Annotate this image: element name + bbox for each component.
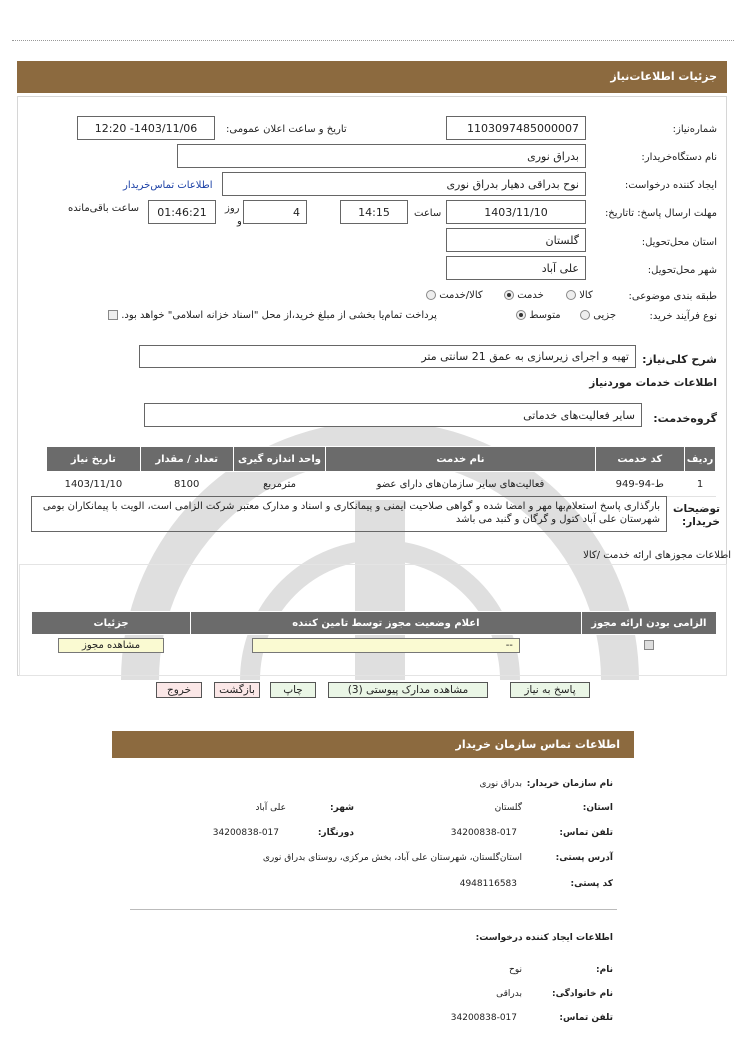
radio-icon[interactable] (580, 310, 590, 320)
deadline-time-field: 14:15 (340, 200, 408, 224)
col-service-code: کد خدمت (595, 447, 685, 472)
license-required-cell (581, 635, 716, 656)
license-status-field: -- (252, 638, 520, 653)
creator-label: ایجاد کننده درخواست: (624, 180, 717, 191)
contact-fax-value: 34200838-017 (212, 828, 279, 838)
license-table (31, 611, 717, 655)
contact-phone-value: 34200838-017 (450, 828, 517, 838)
checkbox-checked-icon (644, 640, 654, 650)
treasury-note: پرداخت تمام‌یا بخشی از مبلغ خرید،از محل "اسناد خزانه اسلامی" خواهد بود. (121, 310, 437, 321)
cell-quantity: 8100 (140, 472, 233, 497)
cell-service-name: فعالیت‌های سایر سازمان‌های دارای عضو (326, 472, 595, 497)
col-license-details: جزئیات (32, 612, 191, 635)
section-header: جزئیات اطلاعات‌نیاز (17, 61, 727, 93)
category-label: طبقه بندی موضوعی: (628, 291, 717, 302)
table-row (47, 472, 716, 497)
creator-phone-value: 34200838-017 (450, 1013, 517, 1023)
city-label: شهر محل‌تحویل: (647, 265, 717, 276)
contact-phone-label: تلفن تماس: (559, 828, 613, 838)
category-option-both-label: کالا/خدمت (439, 290, 483, 301)
and-label: و (237, 216, 242, 227)
category-option-both[interactable] (426, 290, 483, 301)
category-option-goods[interactable] (566, 290, 593, 301)
process-option-minor-label: جزیی (593, 310, 617, 321)
description-field: بارگذاری پاسخ استعلام‌بها مهر و امضا شده و گواهی صلاحیت ایمنی و پیمانکاری و اسناد و مدارک معتبر شرکت الزامی است، الویت با پیمانکاران بومی شهرستان علی آباد کتول و گرگان و گنبد می باشد (31, 496, 667, 532)
category-option-service[interactable] (504, 290, 544, 301)
radio-icon[interactable] (566, 290, 576, 300)
org-name-value: بدراق نوری (479, 779, 522, 789)
address-value: استان‌گلستان، شهرستان علی آباد، بخش مرکزی، روستای بدراق نوری (262, 853, 522, 863)
deadline-label: مهلت ارسال پاسخ: تاتاریخ: (604, 208, 717, 219)
announce-field: 1403/11/06- 12:20 (77, 116, 215, 140)
contact-divider (130, 909, 617, 910)
days-label: روز (225, 203, 240, 214)
announce-label: تاریخ و ساعت اعلان عمومی: (226, 124, 347, 135)
services-table (46, 446, 716, 497)
province-label: استان محل‌تحویل: (641, 237, 717, 248)
last-name-value: بدراقی (496, 989, 522, 999)
last-name-label: نام خانوادگی: (551, 989, 613, 999)
col-service-name: نام خدمت (326, 447, 595, 472)
exit-button[interactable]: خروج (156, 682, 202, 698)
process-option-medium-label: متوسط (529, 310, 561, 321)
cell-unit: مترمربع (233, 472, 326, 497)
radio-selected-icon[interactable] (504, 290, 514, 300)
process-option-minor[interactable] (580, 310, 616, 321)
org-name-label: نام سازمان خریدار: (526, 779, 613, 789)
contact-province-value: گلستان (494, 803, 522, 813)
postal-label: کد پستی: (570, 879, 613, 889)
creator-phone-label: تلفن تماس: (559, 1013, 613, 1023)
contact-city-label: شهر: (330, 803, 354, 813)
need-number-label: شماره‌نیاز: (672, 124, 717, 135)
contact-city-value: علی آباد (255, 803, 286, 813)
deadline-date-field: 1403/11/10 (446, 200, 586, 224)
col-license-required: الزامی بودن ارائه مجوز (581, 612, 716, 635)
back-button[interactable]: بازگشت (214, 682, 260, 698)
print-button[interactable]: چاپ (270, 682, 316, 698)
contact-header: اطلاعات تماس سازمان خریدار (112, 731, 634, 758)
remaining-label: ساعت باقی‌مانده (68, 203, 140, 214)
cell-row: 1 (685, 472, 716, 497)
address-label: آدرس پستی: (555, 853, 613, 863)
license-details-cell (32, 635, 191, 656)
license-title: اطلاعات مجوزهای ارائه خدمت /کالا (583, 550, 731, 561)
view-license-button[interactable]: مشاهده مجوز (58, 638, 164, 653)
contact-fax-label: دورنگار: (317, 828, 354, 838)
col-quantity: تعداد / مقدار (140, 447, 233, 472)
treasury-option[interactable] (108, 310, 437, 321)
services-info-title: اطلاعات خدمات موردنیاز (589, 377, 717, 389)
col-need-date: تاریخ نیاز (47, 447, 141, 472)
top-divider (12, 40, 734, 41)
service-group-field: سایر فعالیت‌های خدماتی (144, 403, 642, 427)
buyer-org-field: بدراق نوری (177, 144, 586, 168)
cell-service-code: ط-94-949 (595, 472, 685, 497)
radio-icon[interactable] (426, 290, 436, 300)
license-status-cell (191, 635, 582, 656)
category-option-goods-label: کالا (579, 290, 593, 301)
creator-field: نوح بدراقی دهیار بدراق نوری (222, 172, 586, 196)
col-row: ردیف (685, 447, 716, 472)
col-license-status: اعلام وضعیت مجوز توسط تامین کننده (191, 612, 582, 635)
buyer-contact-link[interactable]: اطلاعات تماس‌خریدار (123, 180, 213, 191)
table-row (32, 635, 717, 656)
cell-need-date: 1403/11/10 (47, 472, 141, 497)
creator-info-title: اطلاعات ایجاد کننده درخواست: (475, 933, 613, 943)
col-unit: واحد اندازه گیری (233, 447, 326, 472)
keywords-label: شرح کلی‌نیاز: (642, 353, 717, 366)
attachments-button[interactable]: مشاهده مدارک پیوستی (3) (328, 682, 488, 698)
city-field: علی آباد (446, 256, 586, 280)
reply-button[interactable]: پاسخ به نیاز (510, 682, 590, 698)
service-group-label: گروه‌خدمت: (653, 412, 717, 425)
remaining-time-field: 01:46:21 (148, 200, 216, 224)
category-option-service-label: خدمت (517, 290, 544, 301)
first-name-label: نام: (596, 965, 613, 975)
first-name-value: نوح (509, 965, 522, 975)
process-label: نوع فرآیند خرید: (649, 311, 717, 322)
keywords-field: تهیه و اجرای زیرسازی به عمق 21 سانتی متر (139, 345, 636, 368)
postal-value: 4948116583 (459, 879, 517, 889)
contact-province-label: استان: (582, 803, 613, 813)
checkbox-icon[interactable] (108, 310, 118, 320)
province-field: گلستان (446, 228, 586, 252)
time-label: ساعت (414, 208, 442, 219)
process-option-medium[interactable] (516, 310, 561, 321)
description-label: توضیحات خریدار: (672, 503, 720, 528)
radio-selected-icon[interactable] (516, 310, 526, 320)
need-number-field: 1103097485000007 (446, 116, 586, 140)
buyer-org-label: نام دستگاه‌خریدار: (641, 152, 717, 163)
days-field: 4 (243, 200, 307, 224)
